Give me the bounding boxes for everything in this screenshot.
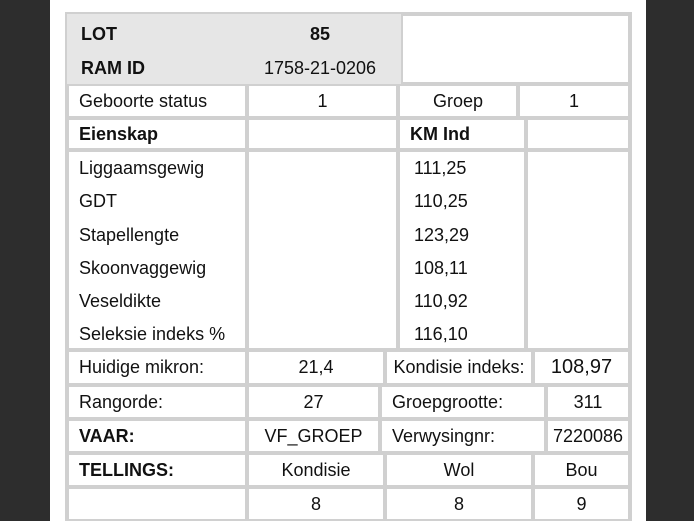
group-value: 1 (518, 84, 630, 118)
rank-value: 27 (247, 385, 380, 419)
km-index-column (398, 150, 526, 350)
trait-name: Veseldikte (79, 291, 162, 311)
score-value-condition: 8 (247, 487, 385, 521)
score-header-wool: Wol (385, 453, 533, 487)
group-label: Groep (398, 84, 518, 118)
trait-name: Liggaamsgewig (79, 158, 205, 178)
score-value-build: 9 (533, 487, 630, 521)
scores-empty-cell (67, 487, 247, 521)
birth-status-value: 1 (247, 84, 398, 118)
score-header-condition: Kondisie (247, 453, 385, 487)
birth-status-label: Geboorte status (67, 84, 247, 118)
micron-value: 21,4 (247, 350, 385, 385)
trait-name: GDT (79, 191, 117, 211)
sire-value: VF_GROEP (247, 419, 380, 453)
sire-label: VAAR: (67, 419, 247, 453)
km-index-value: 123,29 (414, 225, 470, 245)
lot-value: 85 (309, 24, 331, 44)
lot-label: LOT (81, 24, 117, 44)
rank-label: Rangorde: (67, 385, 247, 419)
scores-label: TELLINGS: (67, 453, 247, 487)
trait-name: Skoonvaggewig (79, 258, 207, 278)
km-index-value: 110,92 (414, 291, 468, 311)
trait-name: Seleksie indeks % (79, 324, 226, 344)
trait-empty-column (247, 150, 398, 350)
reference-number-label: Verwysingnr: (380, 419, 546, 453)
km-index-value: 110,25 (414, 191, 468, 211)
ram-id-label: RAM ID (81, 58, 145, 78)
photo-placeholder (401, 14, 630, 84)
trait-name-column (67, 150, 247, 350)
km-index-column-header: KM Ind (398, 118, 526, 150)
micron-label: Huidige mikron: (67, 350, 247, 385)
km-index-value: 116,10 (414, 324, 468, 344)
condition-index-value: 108,97 (533, 350, 630, 385)
km-index-value: 111,25 (414, 158, 467, 178)
trait-name: Stapellengte (79, 225, 180, 245)
trait-column-header: Eienskap (67, 118, 247, 150)
group-size-label: Groepgrootte: (380, 385, 546, 419)
header-block (67, 14, 401, 84)
trait-right-empty-column (526, 150, 630, 350)
condition-index-label: Kondisie indeks: (385, 350, 533, 385)
reference-number-value: 7220086 (546, 419, 630, 453)
ram-id-value: 1758-21-0206 (263, 58, 377, 78)
score-value-wool: 8 (385, 487, 533, 521)
score-header-build: Bou (533, 453, 630, 487)
ram-info-sheet (50, 0, 646, 521)
empty-header-cell (247, 118, 398, 150)
group-size-value: 311 (546, 385, 630, 419)
km-index-value: 108,11 (414, 258, 468, 278)
empty-header-cell-right (526, 118, 630, 150)
